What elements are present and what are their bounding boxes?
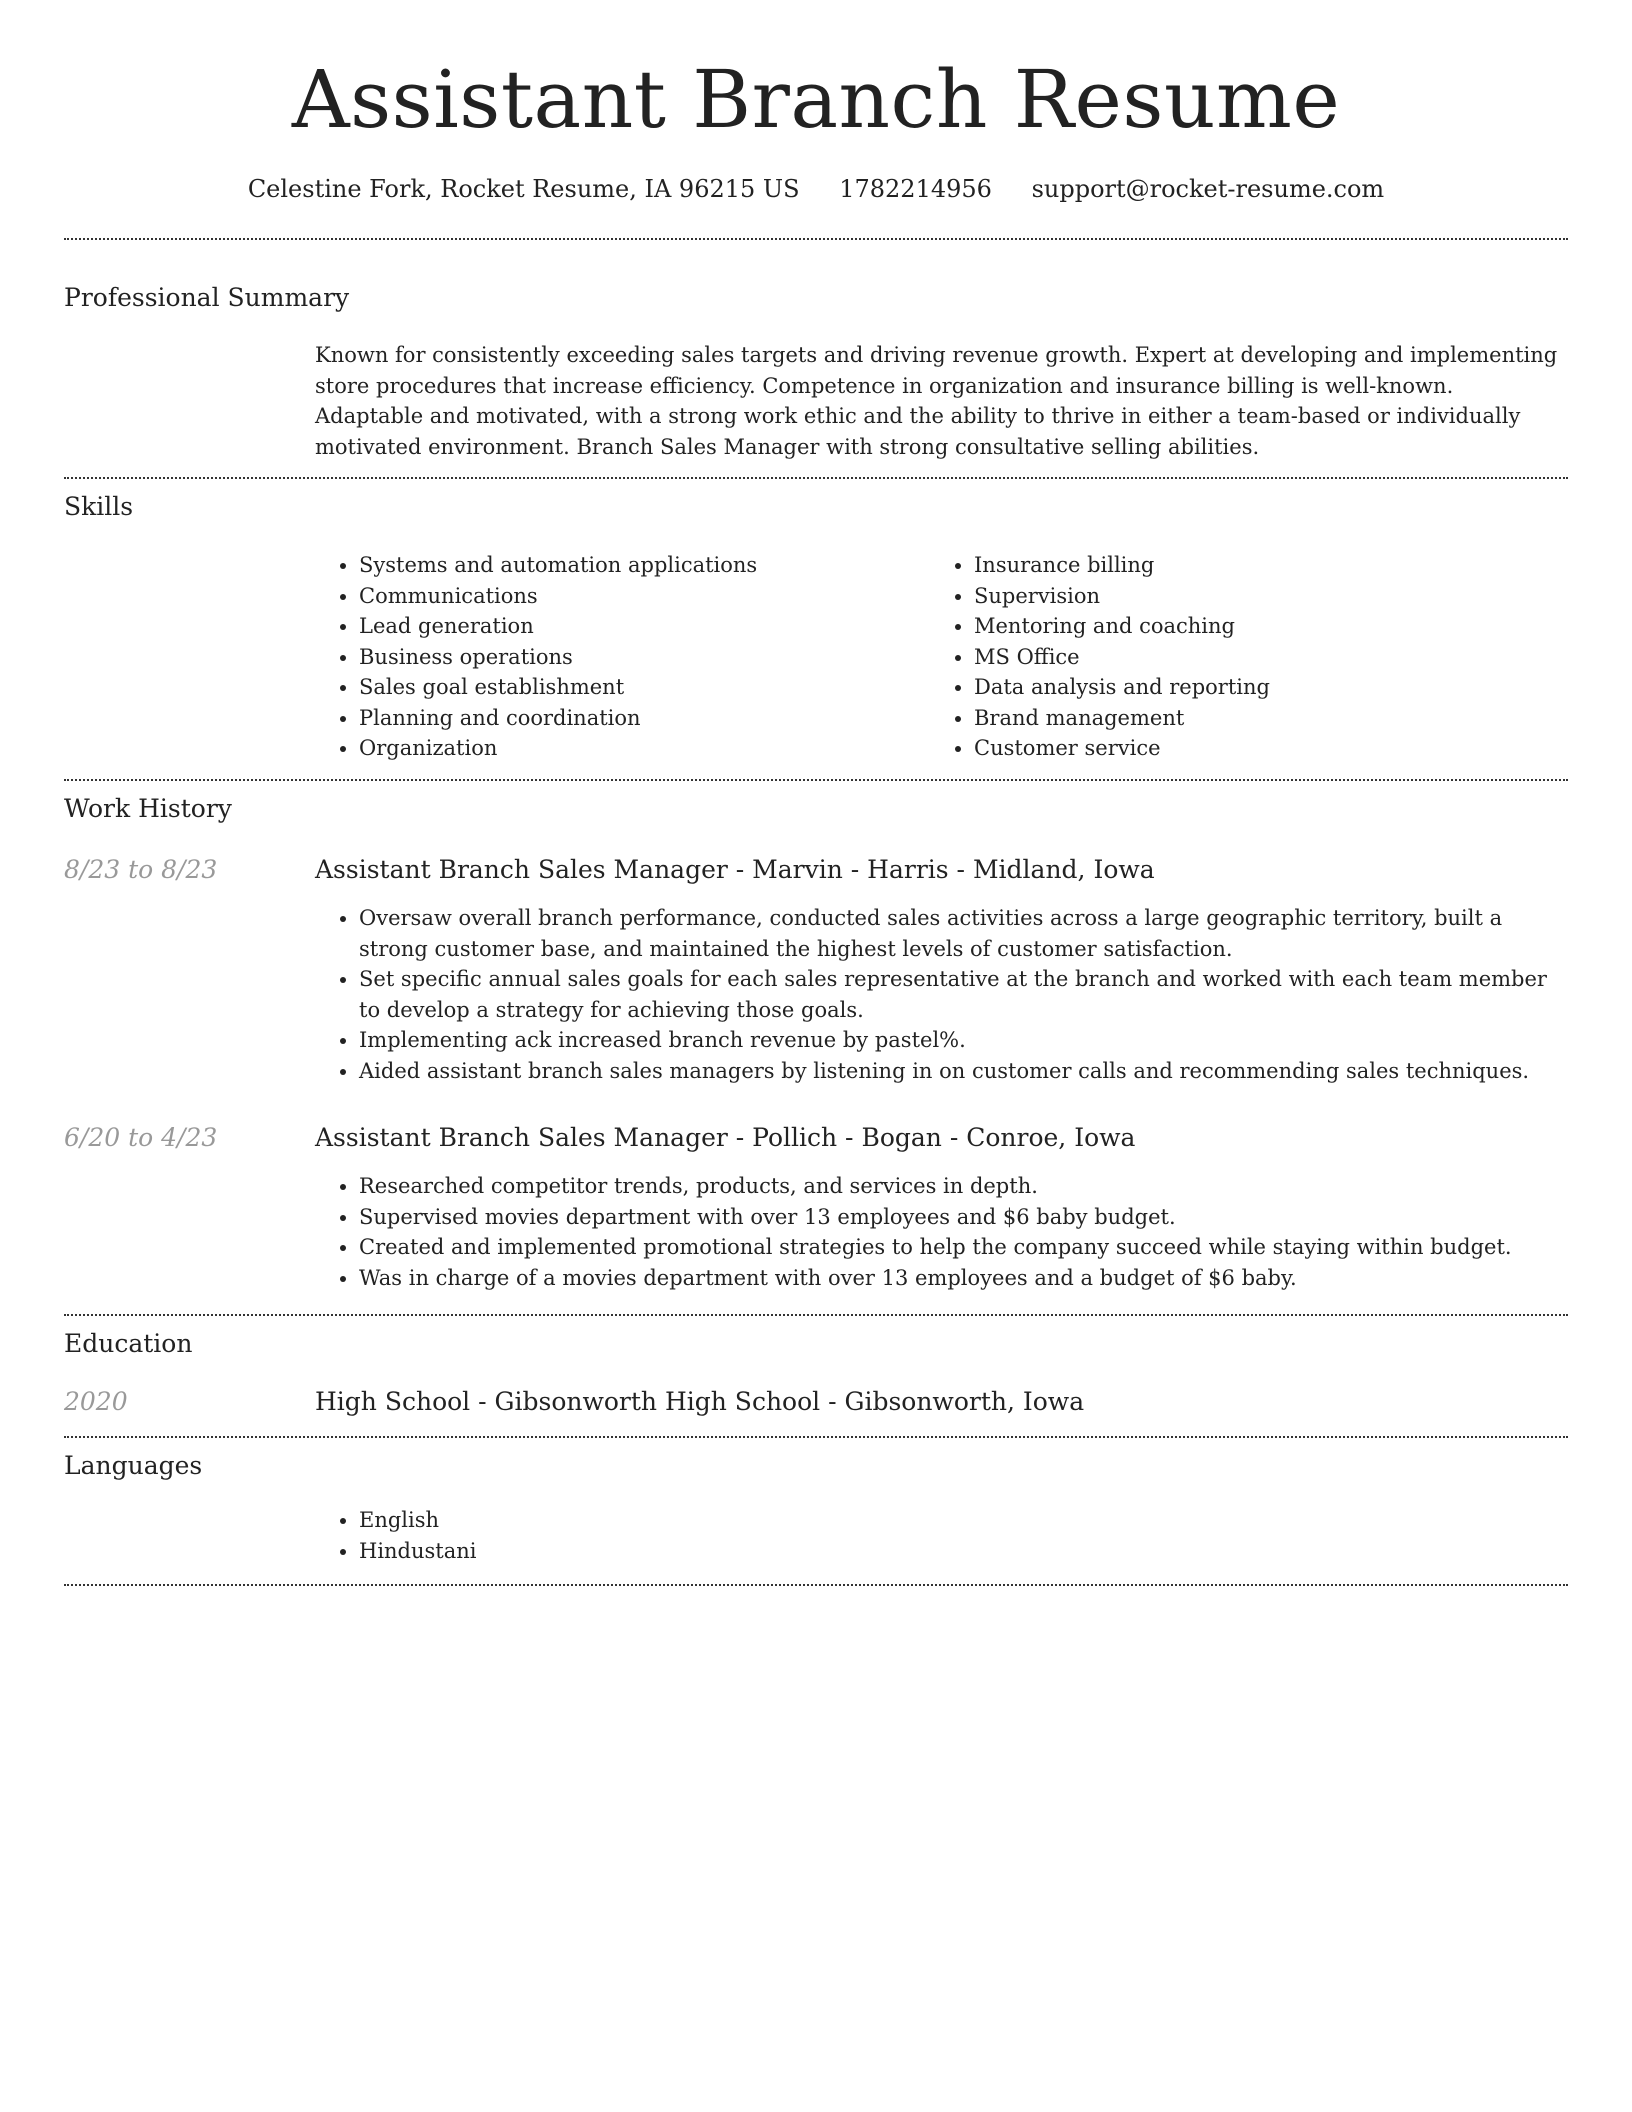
divider (64, 238, 1568, 240)
contact-email: support@rocket-resume.com (1031, 175, 1385, 203)
job-bullets (315, 1171, 1568, 1293)
job-bullet: • Researched competitor trends, products, and services in depth. (359, 1171, 1568, 1202)
divider (64, 1436, 1568, 1438)
job-dates: 8/23 to 8/23 (64, 855, 218, 884)
job-title: Assistant Branch Sales Manager - Pollich - Bogan - Conroe, Iowa (315, 1123, 1136, 1152)
summary-text: Known for consistently exceeding sales targets and driving revenue growth. Expert at developing and implementing store procedures that increase efficiency. Competence in organization and insurance billing is well-known. Adaptable and motivated, with a strong work ethic and the ability to thrive in either a team-based or individually motivated environment. Branch Sales Manager with strong consultative selling abilities. (315, 343, 1558, 459)
skill-item: • Communications (359, 581, 915, 612)
skill-item: • Mentoring and coaching (974, 611, 1530, 642)
resume-header (64, 50, 1568, 206)
section-heading-summary: Professional Summary (64, 283, 350, 312)
job-bullet: • Oversaw overall branch performance, conducted sales activities across a large geographic territory, built a strong customer base, and maintained the highest levels of customer satisfaction. (359, 903, 1568, 964)
contact-line (64, 172, 1568, 206)
resume-title: Assistant Branch Resume (291, 53, 1341, 146)
skill-item: • Supervision (974, 581, 1530, 612)
job-dates: 6/20 to 4/23 (64, 1123, 218, 1152)
divider (64, 477, 1568, 479)
skill-item: • Data analysis and reporting (974, 672, 1530, 703)
education-year: 2020 (64, 1387, 128, 1416)
divider (64, 779, 1568, 781)
skills-column-left (315, 550, 915, 764)
job-bullet: • Was in charge of a movies department with over 13 employees and a budget of $6 baby. (359, 1263, 1568, 1294)
skill-item: • Lead generation (359, 611, 915, 642)
language-item: • English (359, 1505, 1568, 1536)
skill-item: • Sales goal establishment (359, 672, 915, 703)
divider (64, 1584, 1568, 1586)
section-heading-work-history: Work History (64, 794, 232, 823)
section-heading-languages: Languages (64, 1451, 203, 1480)
job-title: Assistant Branch Sales Manager - Marvin - Harris - Midland, Iowa (315, 855, 1155, 884)
language-item: • Hindustani (359, 1536, 1568, 1567)
skill-item: • Planning and coordination (359, 703, 915, 734)
skill-item: • MS Office (974, 642, 1530, 673)
job-bullets (315, 903, 1568, 1086)
skill-item: • Systems and automation applications (359, 550, 915, 581)
job-bullet: • Set specific annual sales goals for each sales representative at the branch and worked with each team member to develop a strategy for achieving those goals. (359, 964, 1568, 1025)
job-bullet: • Implementing ack increased branch revenue by pastel%. (359, 1025, 1568, 1056)
education-entry: High School - Gibsonworth High School - Gibsonworth, Iowa (315, 1387, 1085, 1416)
skill-item: • Customer service (974, 733, 1530, 764)
section-heading-education: Education (64, 1329, 193, 1358)
skill-item: • Organization (359, 733, 915, 764)
job-bullet: • Aided assistant branch sales managers by listening in on customer calls and recommending sales techniques. (359, 1056, 1568, 1087)
job-bullet: • Created and implemented promotional strategies to help the company succeed while staying within budget. (359, 1232, 1568, 1263)
contact-phone: 1782214956 (839, 175, 992, 203)
skill-item: • Insurance billing (974, 550, 1530, 581)
languages-list (315, 1505, 1568, 1566)
job-bullet: • Supervised movies department with over 13 employees and $6 baby budget. (359, 1202, 1568, 1233)
skill-item: • Business operations (359, 642, 915, 673)
divider (64, 1314, 1568, 1316)
contact-address: Celestine Fork, Rocket Resume, IA 96215 US (247, 175, 800, 203)
skill-item: • Brand management (974, 703, 1530, 734)
skills-column-right (930, 550, 1530, 764)
section-heading-skills: Skills (64, 492, 134, 521)
